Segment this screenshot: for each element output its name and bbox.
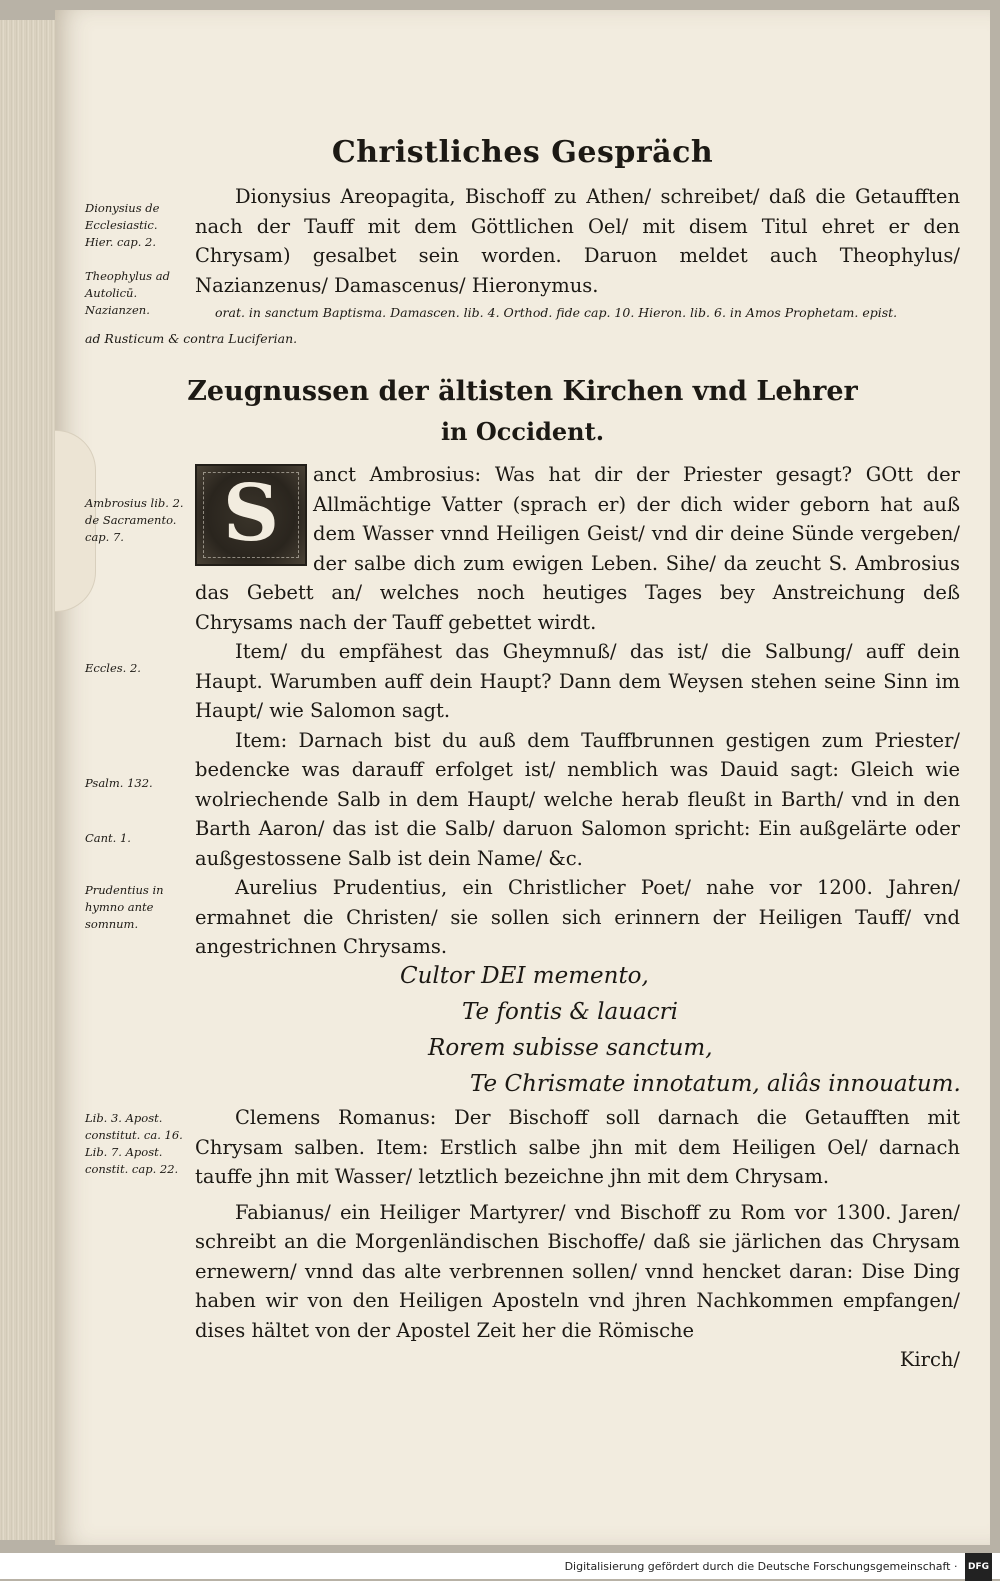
margin-note-eccles: Eccles. 2. — [85, 661, 141, 675]
main-text — [195, 460, 960, 962]
poem-line-2: Te fontis & lauacri — [462, 999, 678, 1025]
margin-note-cant: Cant. 1. — [85, 831, 131, 845]
margin-note-dionysius: Dionysius de Ecclesiastic. Hier. cap. 2. — [85, 201, 160, 249]
section-title — [55, 372, 990, 452]
paragraph-item-2: Item: Darnach bist du auß dem Tauffbrunnen gestigen zum Priester/ bedencke was darauff erfolget ist/ nemblich was Dauid sagt: Gleich wie wolriechende Salb in dem Haupt/ welche herab fleußt in Barth/ vnd in den Barth Aaron/ das ist die Salb/ daruon Salomon spricht: Ein außgelärte oder außgestossene Salb ist dein Name/ &c. — [195, 728, 960, 870]
paragraph-fabianus: Fabianus/ ein Heiliger Martyrer/ vnd Bischoff zu Rom vor 1300. Jaren/ schreibt an die Morgenländischen Bischoffe/ daß sie järlichen das Chrysam ernewern/ vnnd das alte verbrennen sollen/ vnnd hencket daran: Dise Ding haben wir von den Heiligen Aposteln vnd jhren Nachkommen empfangen/ dises hältet von der Apostel Zeit her die Römische — [195, 1200, 960, 1342]
section-title-line-1: Zeugnussen der ältisten Kirchen vnd Lehrer — [187, 376, 858, 407]
margin-note-prudentius: Prudentius in hymno ante somnum. — [85, 883, 164, 931]
book-page-edges — [0, 20, 61, 1540]
paragraph-ambrosius: anct Ambrosius: Was hat dir der Priester gesagt? GOtt der Allmächtige Vatter (sprach er) der dich wider geborn hat auß dem Wasser vnnd Heiligen Geist/ vnd dir deine Sünde vergeben/ der salbe dich zum ewigen Leben. Sihe/ da zeucht S. Ambrosius das Gebett an/ welches noch heutiges Tages bey Anstreichung deß Chrysams nach der Tauff gebettet wirdt. — [195, 463, 960, 634]
poem-line-1: Cultor DEI memento, — [400, 963, 649, 989]
digitization-footer — [0, 1553, 1000, 1579]
latin-poem — [400, 958, 1000, 1102]
section-title-line-2: in Occident. — [440, 417, 605, 446]
reference-line-1: orat. in sanctum Baptisma. Damascen. lib. 4. Orthod. fide cap. 10. Hieron. lib. 6. in Amos Prophetam. epist. — [215, 305, 898, 320]
paragraph-clemens: Clemens Romanus: Der Bischoff soll darnach die Getaufften mit Chrysam salben. Item: Erstlich salbe jhn mit dem Heiligen Oel/ darnach tauffe jhn mit Wasser/ letztlich bezeichne jhn mit dem Chrysam. — [195, 1106, 960, 1188]
margin-note-ambrosius: Ambrosius lib. 2. de Sacramento. cap. 7. — [85, 496, 184, 544]
poem-line-4: Te Chrismate innotatum, aliâs innouatum. — [470, 1071, 961, 1097]
margin-note-psalm: Psalm. 132. — [85, 776, 153, 790]
running-head: Christliches Gespräch — [331, 135, 714, 170]
footer-text: Digitalisierung gefördert durch die Deutsche Forschungsgemeinschaft · — [564, 1560, 958, 1573]
book-page — [55, 10, 990, 1545]
paragraph-prudentius: Aurelius Prudentius, ein Christlicher Poet/ nahe vor 1200. Jahren/ ermahnet die Christen/ sie sollen sich erinnern der Heiligen Tauff/ vnd angestrichnen Chrysams. — [195, 876, 960, 958]
paragraph-dionysius — [195, 182, 960, 300]
paragraph-item-1: Item/ du empfähest das Gheymnuß/ das ist/ die Salbung/ auff dein Haupt. Warumben auff dein Haupt? Dann dem Weysen stehen seine Sinn im Haupt/ wie Salomon sagt. — [195, 640, 960, 722]
poem-line-3: Rorem subisse sanctum, — [428, 1035, 713, 1061]
paragraph-dionysius-text: Dionysius Areopagita, Bischoff zu Athen/ schreibet/ daß die Getaufften nach der Tauff mit dem Göttlichen Oel/ mit disem Titul ehret er den Chrysam) gesalbet sein worden. Daruon meldet auch Theophylus/ Nazianzenus/ Damascenus/ Hieronymus. — [195, 185, 960, 297]
ornamental-initial: S — [195, 464, 307, 566]
reference-lines — [85, 300, 965, 352]
dfg-logo: DFG — [965, 1553, 992, 1581]
margin-note-theophylus: Theophylus ad Autolicū. Nazianzen. — [85, 269, 170, 317]
reference-line-2: ad Rusticum & contra Luciferian. — [85, 331, 298, 346]
catchword: Kirch/ — [899, 1348, 960, 1371]
main-text-continued — [195, 1103, 960, 1375]
margin-note-lib: Lib. 3. Apost. constitut. ca. 16. Lib. 7. Apost. constit. cap. 22. — [85, 1111, 183, 1176]
